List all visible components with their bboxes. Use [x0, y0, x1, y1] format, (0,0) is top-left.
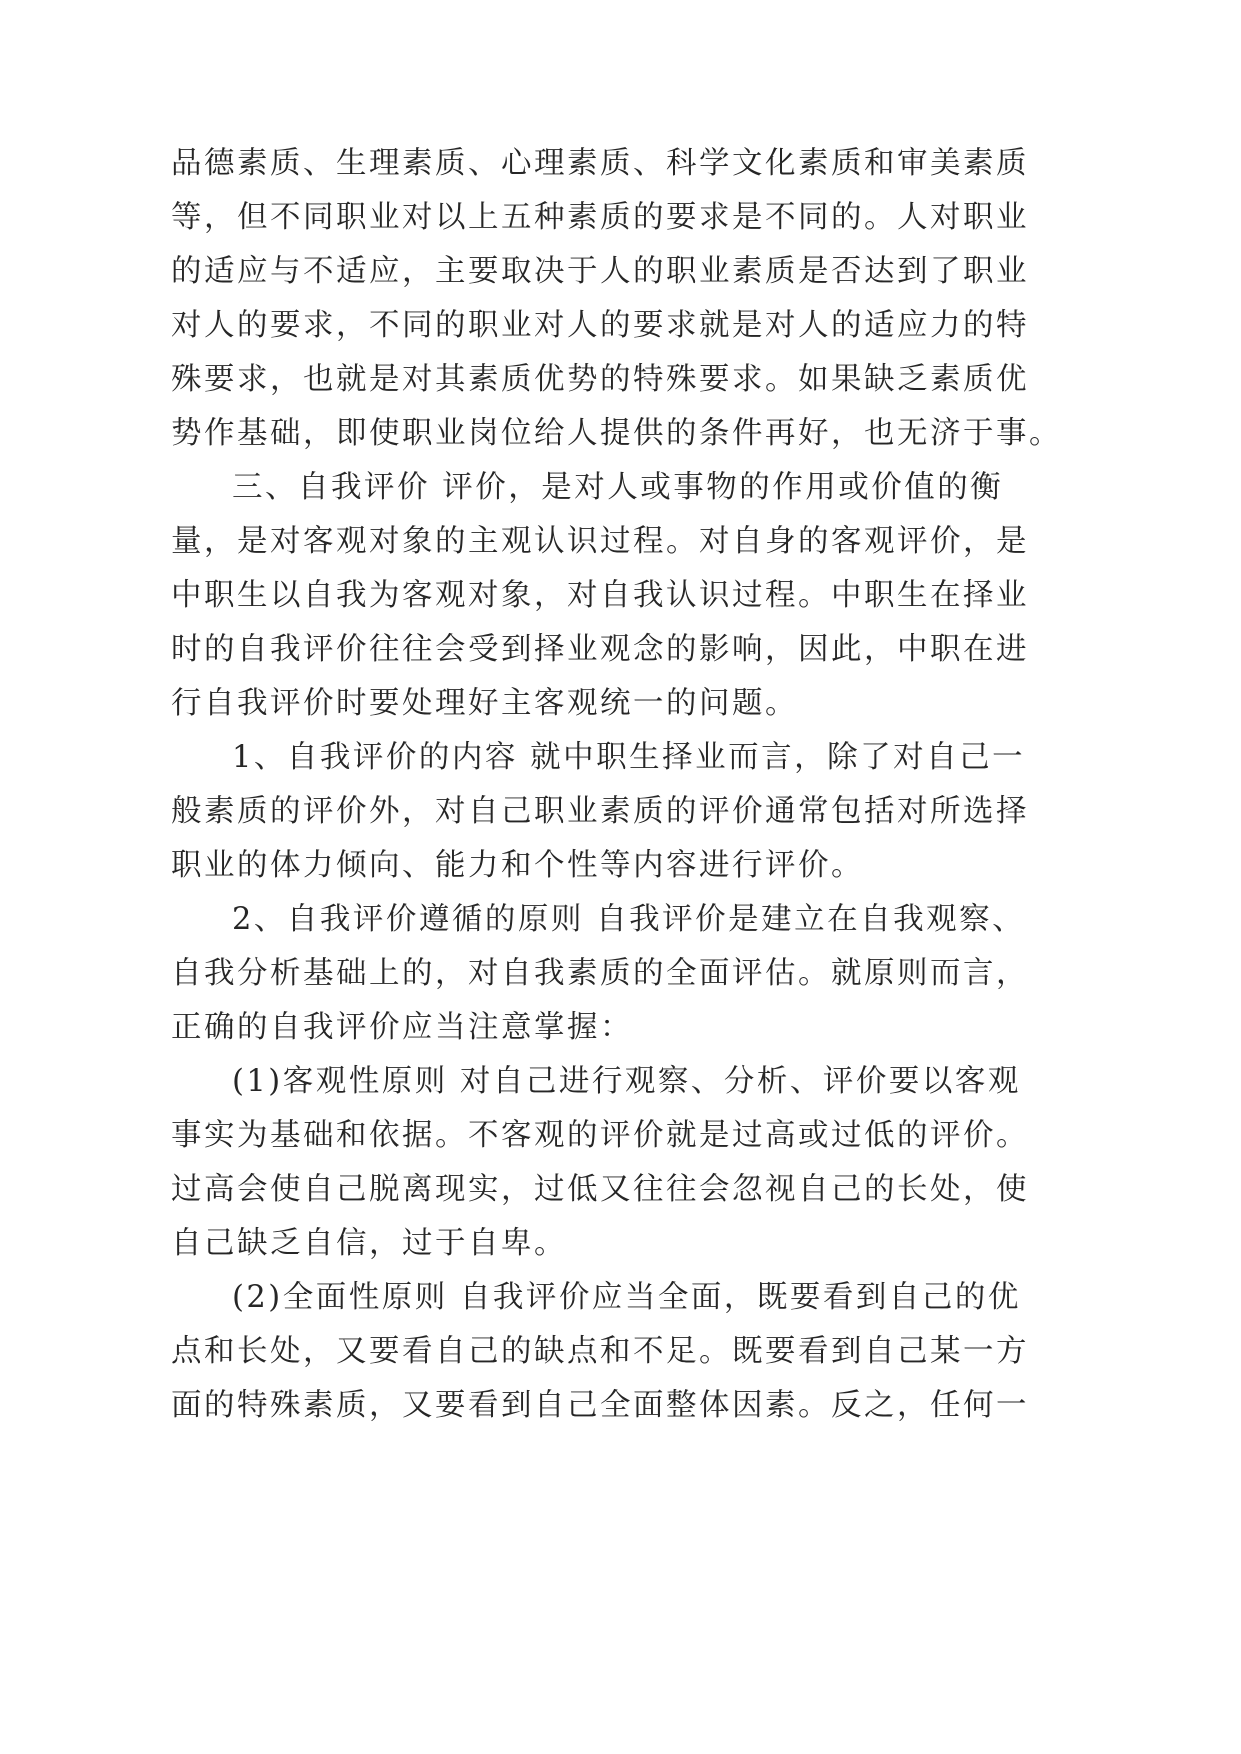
text-line: 品德素质、生理素质、心理素质、科学文化素质和审美素质: [171, 146, 1029, 181]
principle-heading-line: (2)全面性原则 自我评价应当全面，既要看到自己的优: [232, 1280, 1021, 1315]
text-line: 事实为基础和依据。不客观的评价就是过高或过低的评价。: [171, 1118, 1029, 1153]
subsection-heading-line: 2、自我评价遵循的原则 自我评价是建立在自我观察、: [232, 902, 1026, 937]
text-line: 职业的体力倾向、能力和个性等内容进行评价。: [171, 848, 864, 883]
text-line: 量，是对客观对象的主观认识过程。对自身的客观评价，是: [171, 524, 1029, 559]
text-line: 自我分析基础上的，对自我素质的全面评估。就原则而言，: [171, 956, 1029, 991]
text-line: 殊要求，也就是对其素质优势的特殊要求。如果缺乏素质优: [171, 362, 1029, 397]
subsection-heading-line: 1、自我评价的内容 就中职生择业而言，除了对自己一: [232, 740, 1026, 775]
text-line: 等，但不同职业对以上五种素质的要求是不同的。人对职业: [171, 200, 1029, 235]
text-line: 中职生以自我为客观对象，对自我认识过程。中职生在择业: [171, 578, 1029, 613]
text-line: 正确的自我评价应当注意掌握：: [171, 1010, 633, 1045]
principle-heading-line: (1)客观性原则 对自己进行观察、分析、评价要以客观: [232, 1064, 1021, 1099]
text-line: 时的自我评价往往会受到择业观念的影响，因此，中职在进: [171, 632, 1029, 667]
text-line: 点和长处，又要看自己的缺点和不足。既要看到自己某一方: [171, 1334, 1029, 1369]
text-line: 行自我评价时要处理好主客观统一的问题。: [171, 686, 798, 721]
text-line: 的适应与不适应，主要取决于人的职业素质是否达到了职业: [171, 254, 1029, 289]
text-line: 自己缺乏自信，过于自卑。: [171, 1226, 567, 1261]
text-line: 对人的要求，不同的职业对人的要求就是对人的适应力的特: [171, 308, 1029, 343]
text-line: 面的特殊素质，又要看到自己全面整体因素。反之，任何一: [171, 1388, 1029, 1423]
section-heading-line: 三、自我评价 评价，是对人或事物的作用或价值的衡: [232, 470, 1004, 505]
text-line: 般素质的评价外，对自己职业素质的评价通常包括对所选择: [171, 794, 1029, 829]
body-text: [171, 137, 1062, 1433]
text-line: 势作基础，即使职业岗位给人提供的条件再好，也无济于事。: [171, 416, 1062, 451]
text-line: 过高会使自己脱离现实，过低又往往会忽视自己的长处，使: [171, 1172, 1029, 1207]
